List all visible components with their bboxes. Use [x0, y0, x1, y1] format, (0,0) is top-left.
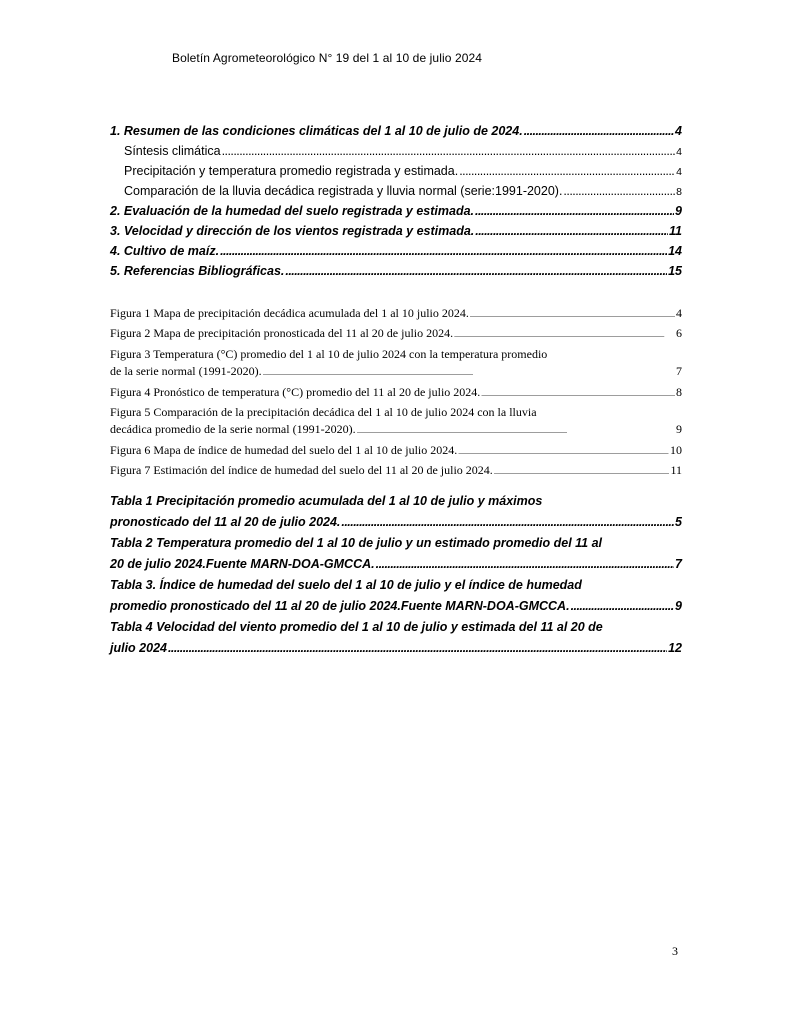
figure-title-line: Figura 4 Pronóstico de temperatura (°C) promedio del 11 al 20 de julio 2024. — [110, 384, 481, 399]
dot-leader — [376, 554, 674, 575]
toc-entry-title: 4. Cultivo de maíz. — [110, 244, 220, 258]
toc-entry-title: 5. Referencias Bibliográficas. — [110, 264, 285, 278]
list-of-figures — [110, 305, 682, 483]
table-entry[interactable] — [110, 491, 682, 533]
page-number: 3 — [672, 944, 678, 958]
figure-title-line: Figura 1 Mapa de precipitación decádica acumulada del 1 al 10 julio 2024. — [110, 306, 469, 320]
toc-entry-page: 11 — [669, 224, 682, 238]
figure-page: 8 — [676, 384, 682, 399]
figure-entry[interactable] — [110, 305, 682, 325]
dot-leader — [168, 638, 667, 659]
dot-leader — [470, 305, 675, 325]
toc-entry[interactable] — [110, 241, 682, 261]
toc-entry-page: 14 — [668, 244, 682, 258]
toc-entry[interactable] — [110, 141, 682, 161]
figure-entry[interactable] — [110, 346, 682, 384]
table-title-line: Tabla 1 Precipitación promedio acumulada del 1 al 10 de julio y máximos — [110, 494, 543, 508]
dot-leader — [454, 325, 675, 345]
dot-leader — [459, 161, 675, 181]
list-of-tables — [110, 491, 682, 659]
table-last-line — [110, 512, 682, 533]
figure-title-line: Figura 7 Estimación del índice de humedad del suelo del 11 al 20 de julio 2024. — [110, 463, 493, 478]
toc-entry-page: 15 — [668, 264, 682, 278]
table-title-line: Tabla 2 Temperatura promedio del 1 al 10 de julio y un estimado promedio del 11 al — [110, 536, 603, 550]
toc-entry-title: Comparación de la lluvia decádica registrada y lluvia normal (serie:1991-2020). — [124, 184, 563, 198]
table-entry[interactable] — [110, 575, 682, 617]
figure-last-line — [110, 442, 682, 462]
table-page: 5 — [675, 515, 682, 529]
table-page: 7 — [675, 557, 682, 571]
table-title-line: pronosticado del 11 al 20 de julio 2024. — [110, 515, 341, 529]
figure-last-line — [110, 384, 682, 404]
toc-entry-title: 3. Velocidad y dirección de los vientos registrada y estimada. — [110, 224, 475, 238]
table-page: 12 — [668, 641, 682, 655]
figure-title-line: Figura 6 Mapa de índice de humedad del suelo del 1 al 10 de julio 2024. — [110, 442, 458, 457]
figure-page: 9 — [676, 422, 682, 437]
figure-page: 11 — [670, 463, 682, 478]
toc-entry-page: 4 — [675, 124, 682, 138]
figure-page: 7 — [676, 364, 682, 379]
dot-leader — [481, 384, 675, 404]
toc-entry-page: 4 — [676, 146, 682, 158]
table-entry[interactable] — [110, 533, 682, 575]
toc-entry-page: 4 — [676, 166, 682, 178]
figure-title-line: decádica promedio de la serie normal (1991-2020). — [110, 422, 356, 437]
figure-entry[interactable] — [110, 325, 682, 345]
dot-leader — [563, 181, 675, 201]
table-title-line: 20 de julio 2024.Fuente MARN-DOA-GMCCA. — [110, 557, 375, 571]
table-title-line: Tabla 4 Velocidad del viento promedio del 1 al 10 de julio y estimada del 11 al 20 de — [110, 620, 603, 634]
dot-leader — [475, 201, 674, 221]
toc-entry[interactable] — [110, 261, 682, 281]
dot-leader — [220, 241, 667, 261]
figure-last-line — [110, 462, 682, 482]
toc-entry-title: 1. Resumen de las condiciones climáticas del 1 al 10 de julio de 2024. — [110, 124, 523, 138]
figure-title-line: Figura 3 Temperatura (°C) promedio del 1 al 10 de julio 2024 con la temperatura promedio — [110, 346, 548, 361]
dot-leader — [263, 363, 675, 383]
figure-entry[interactable] — [110, 442, 682, 462]
dot-leader — [357, 421, 675, 441]
dot-leader — [475, 221, 668, 241]
dot-leader — [571, 596, 674, 617]
dot-leader — [222, 141, 676, 161]
table-page: 9 — [675, 599, 682, 613]
figure-title-line: Figura 2 Mapa de precipitación pronosticada del 11 al 20 de julio 2024. — [110, 326, 454, 341]
table-of-contents — [110, 121, 682, 281]
figure-last-line — [110, 363, 682, 383]
figure-title-line: Figura 5 Comparación de la precipitación decádica del 1 al 10 de julio 2024 con la lluvia — [110, 405, 537, 420]
figure-last-line — [110, 325, 682, 345]
table-title-line: Tabla 3. Índice de humedad del suelo del 1 al 10 de julio y el índice de humedad — [110, 578, 582, 592]
toc-entry[interactable] — [110, 181, 682, 201]
table-entry[interactable] — [110, 617, 682, 659]
figure-last-line — [110, 421, 682, 441]
toc-entry-title: 2. Evaluación de la humedad del suelo registrada y estimada. — [110, 204, 475, 218]
toc-entry[interactable] — [110, 121, 682, 141]
toc-entry[interactable] — [110, 221, 682, 241]
figure-page: 4 — [676, 306, 682, 320]
toc-entry-page: 9 — [675, 204, 682, 218]
page-header: Boletín Agrometeorológico N° 19 del 1 al 10 de julio 2024 — [172, 51, 483, 65]
toc-entry-page: 8 — [676, 186, 682, 198]
figure-last-line — [110, 305, 682, 325]
toc-entry[interactable] — [110, 161, 682, 181]
dot-leader — [524, 121, 674, 141]
figure-entry[interactable] — [110, 384, 682, 404]
figure-entry[interactable] — [110, 462, 682, 482]
dot-leader — [494, 462, 670, 482]
table-last-line — [110, 638, 682, 659]
figure-page: 10 — [670, 442, 682, 457]
toc-entry[interactable] — [110, 201, 682, 221]
table-title-line: promedio pronosticado del 11 al 20 de julio 2024.Fuente MARN-DOA-GMCCA. — [110, 599, 570, 613]
table-last-line — [110, 596, 682, 617]
dot-leader — [458, 442, 669, 462]
table-last-line — [110, 554, 682, 575]
dot-leader — [341, 512, 674, 533]
table-title-line: julio 2024 — [110, 641, 167, 655]
dot-leader — [285, 261, 667, 281]
figure-entry[interactable] — [110, 404, 682, 442]
toc-entry-title: Precipitación y temperatura promedio registrada y estimada. — [124, 164, 459, 178]
figure-title-line: de la serie normal (1991-2020). — [110, 364, 262, 379]
figure-page: 6 — [676, 326, 682, 341]
toc-entry-title: Síntesis climática — [124, 144, 221, 158]
